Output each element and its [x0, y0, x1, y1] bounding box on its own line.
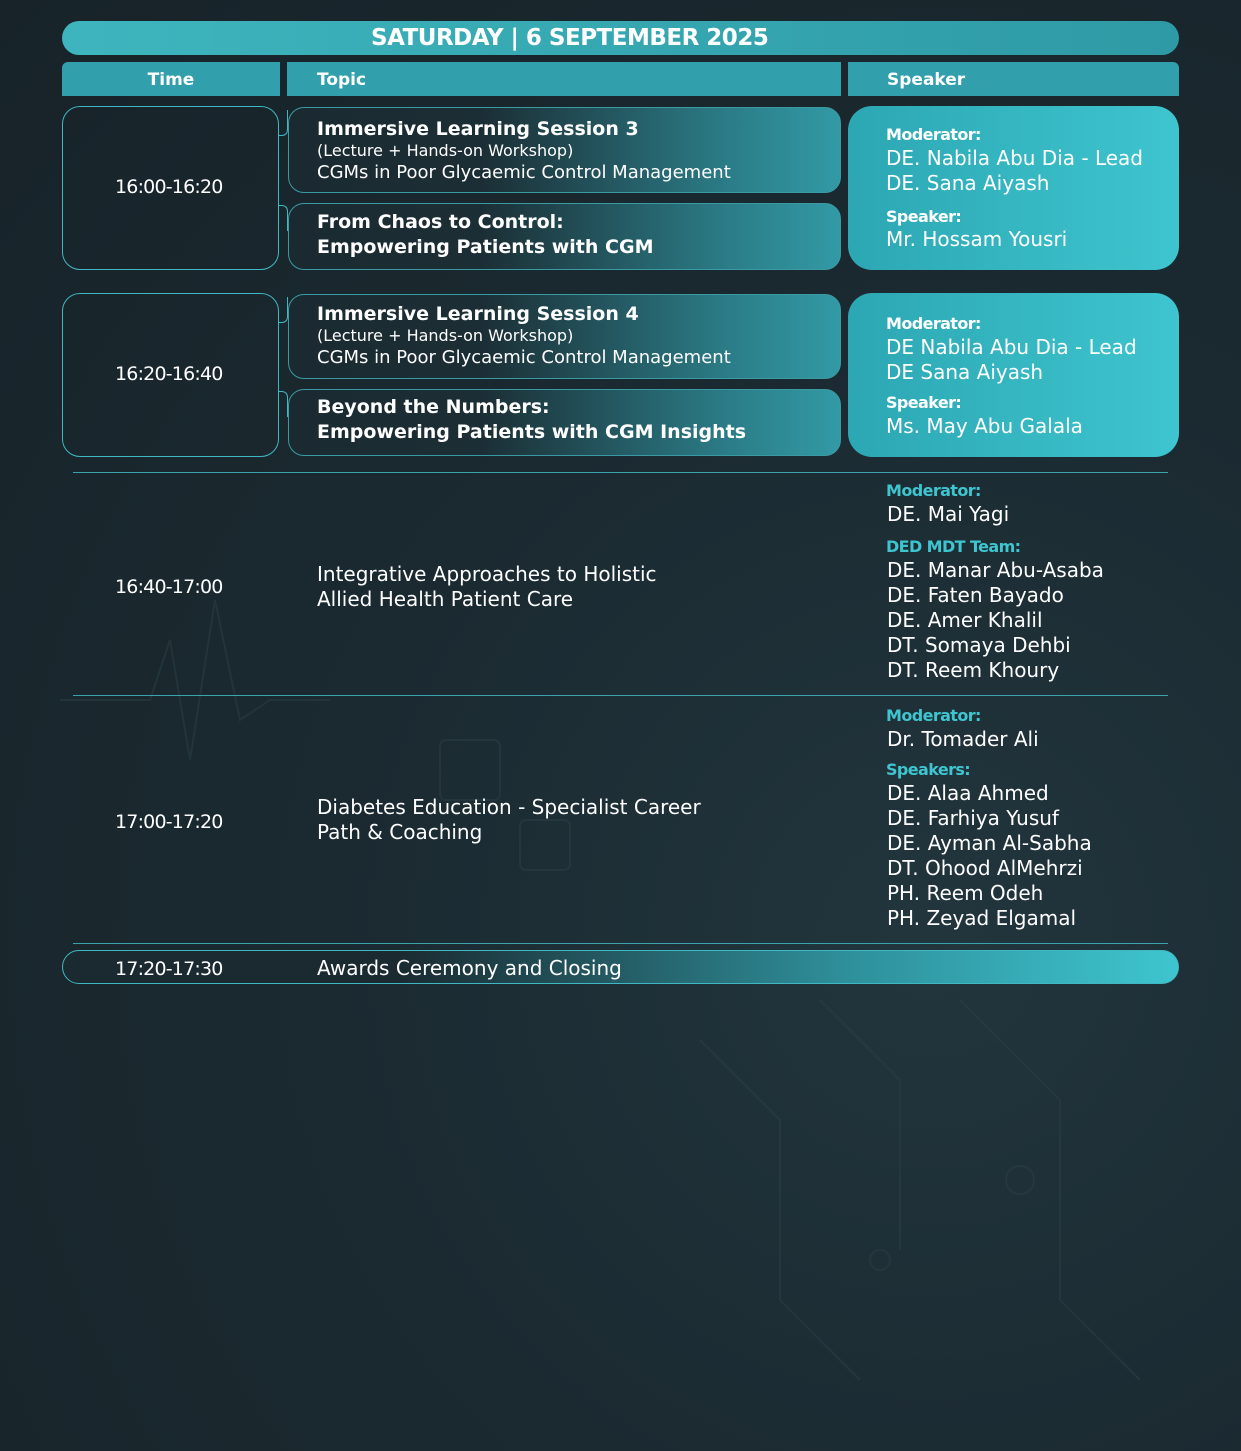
topic-card — [288, 294, 841, 379]
moderator-name: DE Sana Aiyash — [886, 360, 1044, 384]
team-member: DE. Manar Abu-Asaba — [887, 558, 1104, 582]
column-header-topic: Topic — [287, 62, 841, 96]
moderator-name: DE. Mai Yagi — [887, 502, 1010, 526]
speaker-name: DE. Farhiya Yusuf — [887, 806, 1059, 830]
topic-title: Empowering Patients with CGM — [317, 236, 654, 258]
topic-line: CGMs in Poor Glycaemic Control Management — [317, 162, 731, 183]
connector — [279, 297, 288, 323]
time-slot: 17:20-17:30 — [115, 958, 223, 980]
team-member: DT. Reem Khoury — [887, 658, 1060, 682]
topic-line: Allied Health Patient Care — [317, 587, 574, 611]
moderator-name: DE. Nabila Abu Dia - Lead — [886, 146, 1143, 170]
moderator-label: Moderator: — [886, 481, 981, 500]
time-slot: 16:00-16:20 — [115, 176, 223, 198]
speaker-name: Mr. Hossam Yousri — [886, 227, 1068, 251]
speaker-name: PH. Reem Odeh — [887, 881, 1044, 905]
team-member: DE. Amer Khalil — [887, 608, 1043, 632]
column-header-time: Time — [62, 62, 280, 96]
moderator-name: DE. Sana Aiyash — [886, 171, 1050, 195]
topic-title: Beyond the Numbers: — [317, 396, 550, 418]
speaker-card — [848, 293, 1179, 457]
speakers-label: Speakers: — [886, 760, 971, 779]
moderator-name: DE Nabila Abu Dia - Lead — [886, 335, 1137, 359]
team-member: DE. Faten Bayado — [887, 583, 1064, 607]
topic-line: Diabetes Education - Specialist Career — [317, 795, 701, 819]
topic-card — [288, 389, 841, 456]
topic-line: Integrative Approaches to Holistic — [317, 562, 657, 586]
speaker-label: Speaker: — [886, 207, 962, 226]
time-slot-box — [62, 106, 279, 270]
speaker-label: Speaker: — [886, 393, 962, 412]
column-header-speaker: Speaker — [848, 62, 1179, 96]
topic-line: CGMs in Poor Glycaemic Control Management — [317, 347, 731, 368]
topic-card — [288, 203, 841, 270]
speaker-name: DE. Alaa Ahmed — [887, 781, 1049, 805]
moderator-label: Moderator: — [886, 314, 981, 333]
connector — [279, 391, 288, 417]
topic-card — [288, 107, 841, 193]
topic-title: Immersive Learning Session 3 — [317, 118, 639, 140]
connector — [279, 205, 288, 231]
time-slot: 17:00-17:20 — [115, 811, 223, 833]
time-slot: 16:40-17:00 — [115, 576, 223, 598]
day-title: SATURDAY | 6 SEPTEMBER 2025 — [371, 25, 769, 51]
row-divider — [73, 695, 1168, 696]
team-label: DED MDT Team: — [886, 537, 1021, 556]
team-member: DT. Somaya Dehbi — [887, 633, 1071, 657]
closing-row — [62, 950, 1179, 984]
connector — [279, 110, 288, 136]
topic-subtitle: (Lecture + Hands-on Workshop) — [317, 326, 574, 345]
topic-title: From Chaos to Control: — [317, 211, 564, 233]
row-divider — [73, 943, 1168, 944]
topic-line: Path & Coaching — [317, 820, 483, 844]
moderator-label: Moderator: — [886, 125, 981, 144]
closing-topic: Awards Ceremony and Closing — [317, 956, 622, 980]
time-slot: 16:20-16:40 — [115, 363, 223, 385]
speaker-name: Ms. May Abu Galala — [886, 414, 1083, 438]
row-divider — [73, 472, 1168, 473]
time-slot-box — [62, 293, 279, 457]
moderator-name: Dr. Tomader Ali — [887, 727, 1039, 751]
topic-subtitle: (Lecture + Hands-on Workshop) — [317, 141, 574, 160]
moderator-label: Moderator: — [886, 706, 981, 725]
speaker-name: DT. Ohood AlMehrzi — [887, 856, 1083, 880]
day-banner — [62, 21, 1179, 55]
speaker-card — [848, 106, 1179, 270]
topic-title: Immersive Learning Session 4 — [317, 303, 639, 325]
speaker-name: PH. Zeyad Elgamal — [887, 906, 1077, 930]
speaker-name: DE. Ayman Al-Sabha — [887, 831, 1092, 855]
topic-title: Empowering Patients with CGM Insights — [317, 421, 747, 443]
